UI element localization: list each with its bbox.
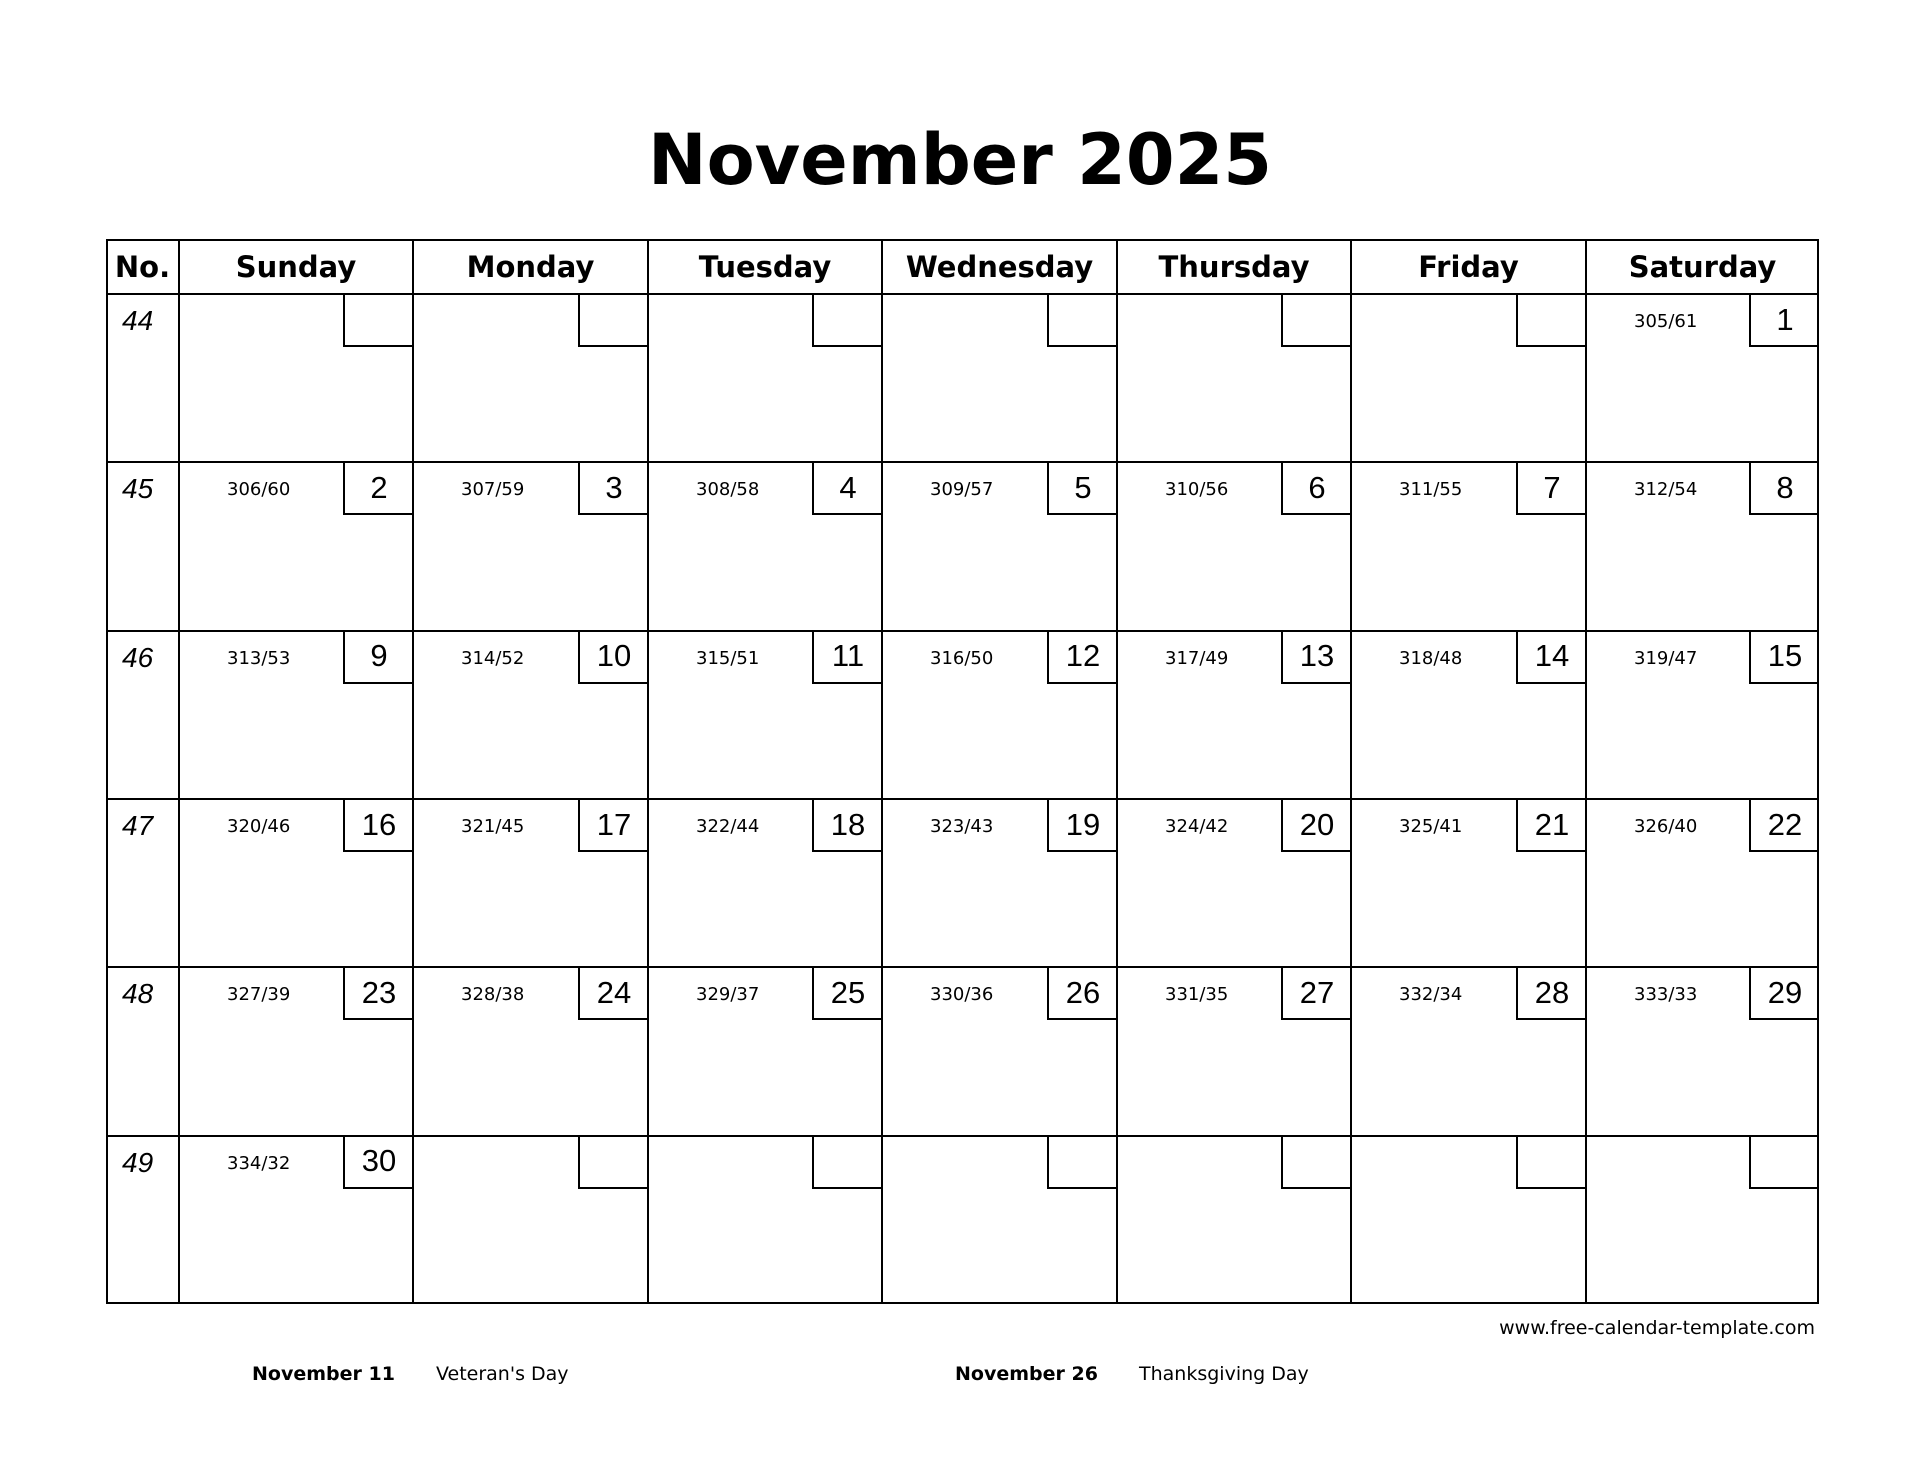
grid-line [1116,239,1118,1304]
day-number-box [343,294,413,347]
day-cell[interactable] [882,1136,1117,1304]
weekday-header: Thursday [1158,249,1310,284]
day-of-year: 325/41 [1399,816,1463,837]
holiday-name: Veteran's Day [436,1363,569,1385]
day-number: 24 [596,974,632,1010]
weekday-header: Saturday [1628,249,1777,284]
day-of-year: 330/36 [930,984,994,1006]
grid-line [106,293,1819,295]
day-number-box [1516,1136,1586,1189]
calendar-title: November 2025 [647,119,1273,201]
day-number-box [1749,967,1819,1020]
grid-line [106,630,1819,632]
day-number-box [812,294,882,347]
day-of-year: 306/60 [227,479,291,501]
day-number: 7 [1543,469,1561,505]
weekday-header: Monday [466,249,595,284]
day-number: 6 [1308,469,1326,505]
day-number: 22 [1767,806,1803,842]
day-number: 3 [605,469,623,505]
day-number-box [578,1136,648,1189]
day-of-year: 319/47 [1634,647,1698,669]
grid-line [106,239,1819,241]
day-number-box [1047,1136,1117,1189]
day-cell[interactable] [882,294,1117,462]
week-number: 47 [122,810,154,841]
day-number-box [1281,967,1351,1020]
day-cell[interactable] [1351,1136,1586,1304]
day-of-year: 329/37 [696,984,760,1006]
day-number: 9 [370,638,388,674]
weekday-header: Friday [1418,249,1519,284]
day-cell[interactable] [1351,967,1586,1135]
grid-line [1585,239,1587,1304]
week-number-header: No. [114,249,171,284]
day-number: 4 [839,469,857,505]
week-number: 49 [122,1146,154,1178]
day-number: 11 [831,638,865,674]
day-of-year: 328/38 [461,984,525,1006]
day-cell[interactable] [648,462,882,630]
day-of-year: 308/58 [696,479,760,501]
day-cell[interactable] [1351,294,1586,462]
day-number-box [343,967,413,1020]
day-number: 15 [1767,638,1803,674]
day-number: 20 [1299,806,1335,842]
week-number: 48 [122,978,154,1010]
day-number: 25 [830,974,866,1010]
day-number-box [343,1136,413,1189]
day-number: 17 [596,806,632,842]
day-cell[interactable] [179,799,413,967]
day-number: 23 [361,974,397,1010]
day-of-year: 322/44 [696,816,760,837]
weekday-header: Sunday [235,249,357,284]
day-number-box [1281,294,1351,347]
day-number-box [812,967,882,1020]
day-cell[interactable] [882,462,1117,630]
grid-line [178,239,180,1304]
holiday-date: November 11 [252,1363,395,1385]
day-of-year: 313/53 [227,647,291,669]
day-of-year: 331/35 [1165,984,1229,1006]
day-of-year: 317/49 [1165,647,1229,669]
day-cell[interactable] [648,1136,882,1304]
day-number-box [812,1136,882,1189]
day-number-box [1281,631,1351,684]
grid-line [412,239,414,1304]
day-number: 14 [1534,638,1570,674]
day-cell[interactable] [179,967,413,1135]
day-cell[interactable] [1117,462,1351,630]
day-cell[interactable] [1586,967,1819,1135]
day-number-box [1281,1136,1351,1189]
day-number-box [343,799,413,852]
day-number: 29 [1767,974,1803,1010]
day-number-box [1047,631,1117,684]
day-cell[interactable] [648,294,882,462]
day-cell[interactable] [648,631,882,799]
weekday-header: Wednesday [905,249,1094,284]
day-number-box [1749,799,1819,852]
day-cell[interactable] [882,799,1117,967]
day-cell[interactable] [1586,294,1819,462]
day-number: 27 [1299,974,1335,1010]
day-cell[interactable] [1586,799,1819,967]
day-cell[interactable] [413,799,648,967]
day-cell[interactable] [1117,294,1351,462]
day-of-year: 324/42 [1165,816,1229,837]
day-number: 19 [1065,806,1101,842]
day-of-year: 315/51 [696,647,760,669]
holiday-name: Thanksgiving Day [1139,1363,1309,1385]
day-cell[interactable] [1117,1136,1351,1304]
website-url[interactable]: www.free-calendar-template.com [1499,1317,1815,1339]
day-number-box [1516,799,1586,852]
day-cell[interactable] [179,294,413,462]
day-cell[interactable] [179,462,413,630]
day-cell[interactable] [1117,631,1351,799]
day-number-box [1281,799,1351,852]
grid-line [1817,239,1819,1304]
grid-line [1350,239,1352,1304]
grid-line [106,798,1819,800]
grid-line [106,966,1819,968]
day-number-box [1516,967,1586,1020]
day-of-year: 321/45 [461,816,525,837]
day-number-box [1749,294,1819,347]
day-of-year: 326/40 [1634,816,1698,837]
day-cell[interactable] [1351,799,1586,967]
day-number-box [1047,967,1117,1020]
day-cell[interactable] [1351,462,1586,630]
week-number: 44 [122,305,154,336]
day-number-box [812,462,882,515]
day-number-box [1749,1136,1819,1189]
day-of-year: 318/48 [1399,647,1463,669]
day-number: 28 [1534,974,1570,1010]
week-number: 46 [122,641,154,673]
day-number: 5 [1074,469,1092,505]
day-of-year: 316/50 [930,647,994,669]
day-number-box [343,462,413,515]
day-of-year: 309/57 [930,479,994,501]
grid-line [106,1135,1819,1137]
day-cell[interactable] [413,294,648,462]
day-number-box [1047,462,1117,515]
day-cell[interactable] [413,631,648,799]
day-cell[interactable] [413,1136,648,1304]
day-cell[interactable] [179,631,413,799]
day-number: 12 [1065,638,1101,674]
day-number: 21 [1534,806,1570,842]
day-of-year: 312/54 [1634,479,1698,501]
day-number: 16 [361,806,397,842]
day-number-box [1047,294,1117,347]
day-number: 26 [1065,974,1101,1010]
day-number-box [812,631,882,684]
day-number: 8 [1776,469,1794,505]
grid-line [106,461,1819,463]
day-cell[interactable] [1586,1136,1819,1304]
grid-line [881,239,883,1304]
day-of-year: 305/61 [1634,311,1698,332]
week-number: 45 [122,473,154,505]
day-cell[interactable] [413,967,648,1135]
day-of-year: 323/43 [930,816,994,837]
day-cell[interactable] [1117,967,1351,1135]
day-of-year: 327/39 [227,984,291,1006]
day-cell[interactable] [1117,799,1351,967]
weekday-header: Tuesday [698,249,832,284]
day-cell[interactable] [1586,462,1819,630]
day-cell[interactable] [1586,631,1819,799]
day-number-box [1516,631,1586,684]
day-number-box [578,294,648,347]
day-of-year: 334/32 [227,1152,291,1174]
day-number: 13 [1299,638,1335,674]
day-number-box [1281,462,1351,515]
day-cell[interactable] [648,967,882,1135]
day-number: 30 [361,1143,397,1179]
grid-line [647,239,649,1304]
day-number-box [578,631,648,684]
day-of-year: 332/34 [1399,984,1463,1006]
day-number-box [578,799,648,852]
day-number: 10 [596,638,632,674]
calendar-grid [106,239,1819,1304]
day-of-year: 310/56 [1165,479,1229,501]
day-of-year: 320/46 [227,816,291,837]
day-of-year: 307/59 [461,479,525,501]
day-cell[interactable] [413,462,648,630]
day-number-box [1516,294,1586,347]
day-number-box [812,799,882,852]
day-cell[interactable] [648,799,882,967]
day-cell[interactable] [882,631,1117,799]
day-number: 1 [1776,301,1794,337]
day-number-box [1749,631,1819,684]
holiday-date: November 26 [955,1363,1098,1385]
day-cell[interactable] [882,967,1117,1135]
day-number-box [1516,462,1586,515]
day-number: 18 [830,806,866,842]
day-number: 2 [370,469,388,505]
day-number-box [578,462,648,515]
day-cell[interactable] [1351,631,1586,799]
day-of-year: 333/33 [1634,984,1698,1006]
day-number-box [343,631,413,684]
day-number-box [1749,462,1819,515]
grid-line [106,239,108,1304]
grid-line [106,1302,1819,1304]
day-of-year: 314/52 [461,647,525,669]
day-number-box [1047,799,1117,852]
day-cell[interactable] [179,1136,413,1304]
day-of-year: 311/55 [1399,479,1463,501]
day-number-box [578,967,648,1020]
